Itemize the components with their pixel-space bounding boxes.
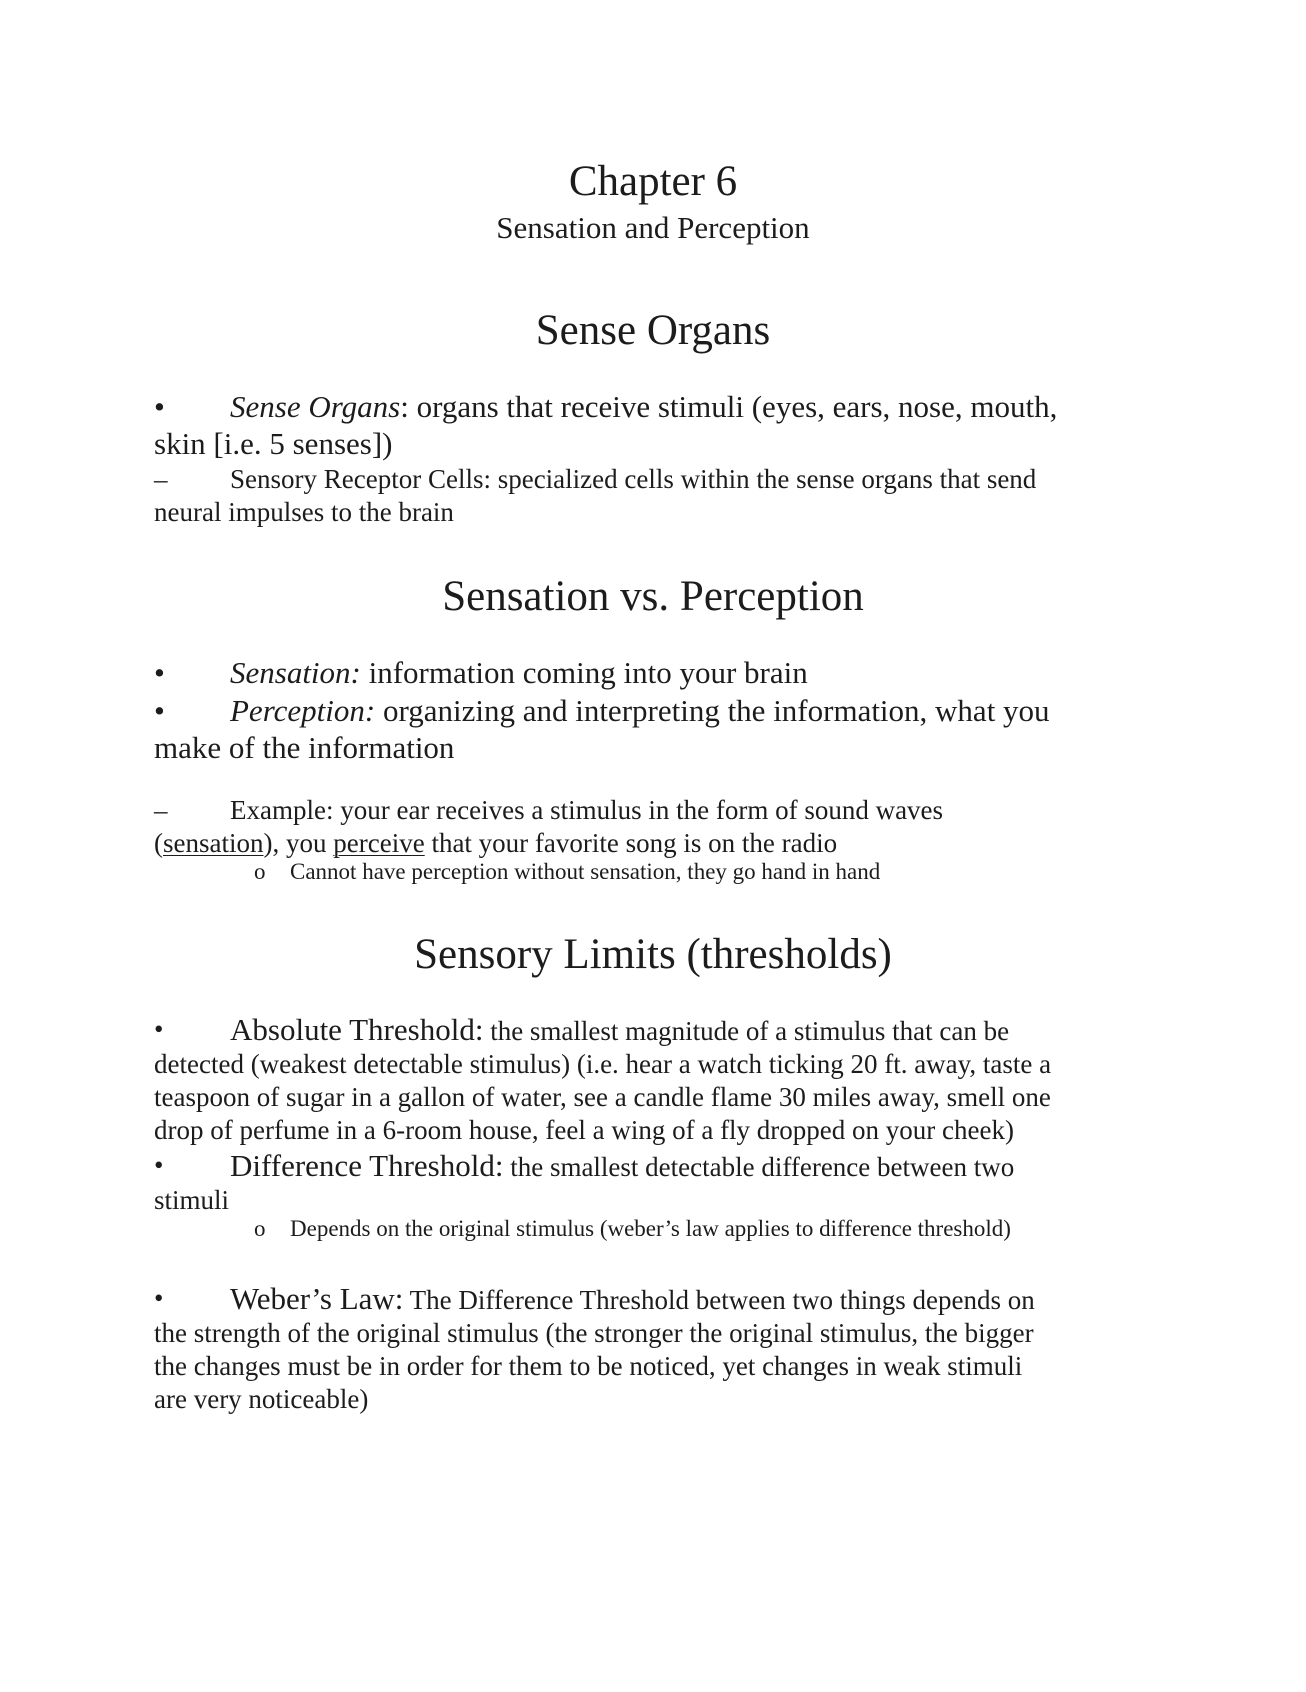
bullet-line (154, 692, 1154, 729)
section-heading-sensory-limits: Sensory Limits (thresholds) (414, 931, 892, 978)
bullet-line: detected (weakest detectable stimulus) (i.e. hear a watch ticking 20 ft. away, taste a (154, 1049, 1052, 1079)
dash-line: neural impulses to the brain (154, 497, 454, 527)
bullet-line (154, 388, 1154, 425)
bullet-marker: • (154, 389, 165, 424)
dash-line (154, 794, 1154, 827)
chapter-subtitle: Sensation and Perception (496, 210, 810, 245)
bullet-absolute-threshold (154, 1013, 1154, 1147)
circle-marker: o (254, 859, 266, 884)
bullet-marker: • (154, 1014, 164, 1044)
bullet-difference-threshold (154, 1149, 1154, 1217)
term: Sensation: (230, 655, 361, 690)
bullet-line: skin [i.e. 5 senses]) (154, 426, 393, 461)
bullet-marker: • (154, 1283, 164, 1313)
underlined-word-sensation: sensation (163, 828, 264, 858)
sub-bullet-text: Depends on the original stimulus (weber’s law applies to difference threshold) (290, 1216, 1011, 1241)
bullet-line: drop of perfume in a 6-room house, feel a wing of a fly dropped on your cheek) (154, 1115, 1014, 1145)
bullet-webers-law (154, 1282, 1154, 1416)
bullet-line (154, 1013, 1154, 1048)
bullet-line: make of the information (154, 730, 455, 765)
definition-text: the smallest magnitude of a stimulus that can be (483, 1016, 1010, 1046)
bullet-line: stimuli (154, 1185, 230, 1215)
section-heading-sense-organs: Sense Organs (535, 307, 771, 354)
term: Absolute Threshold: (230, 1012, 484, 1047)
bullet-perception (154, 692, 1154, 766)
term: Perception: (230, 693, 376, 728)
bullet-line: the changes must be in order for them to be noticed, yet changes in weak stimuli (154, 1351, 1023, 1381)
dash-line (154, 827, 1154, 860)
term: Difference Threshold: (230, 1148, 504, 1183)
definition-text: the smallest detectable difference between two (503, 1152, 1015, 1182)
dash-sensory-receptor-cells (154, 463, 1154, 529)
bullet-marker: • (154, 1150, 164, 1180)
dash-line (154, 463, 1154, 496)
bullet-line (154, 1282, 1154, 1317)
dash-text: Sensory Receptor Cells: specialized cells within the sense organs that send (230, 464, 1037, 494)
bullet-sense-organs (154, 388, 1154, 462)
dash-example (154, 794, 1154, 860)
bullet-line (154, 654, 1154, 691)
definition-text: The Difference Threshold between two things depends on (403, 1285, 1035, 1315)
dash-marker: – (154, 795, 168, 825)
circle-marker: o (254, 1216, 266, 1241)
definition-text: information coming into your brain (360, 655, 808, 690)
bullet-line (154, 1149, 1154, 1184)
text-fragment: that your favorite song is on the radio (424, 828, 838, 858)
sub-bullet-text: Cannot have perception without sensation, they go hand in hand (290, 859, 881, 884)
bullet-line: the strength of the original stimulus (the stronger the original stimulus, the bigger (154, 1318, 1034, 1348)
section-heading-sensation-vs-perception: Sensation vs. Perception (442, 573, 864, 620)
bullet-line: are very noticeable) (154, 1384, 369, 1414)
text-fragment: ( (154, 828, 163, 858)
bullet-sensation (154, 654, 1154, 691)
term: Weber’s Law: (230, 1281, 404, 1316)
bullet-marker: • (154, 655, 165, 690)
dash-text: Example: your ear receives a stimulus in the form of sound waves (230, 795, 944, 825)
definition-text: organizing and interpreting the information, what you (375, 693, 1050, 728)
underlined-word-perceive: perceive (333, 828, 425, 858)
dash-marker: – (154, 464, 168, 494)
definition-text: : organs that receive stimuli (eyes, ears, nose, mouth, (400, 389, 1058, 424)
bullet-line: teaspoon of sugar in a gallon of water, see a candle flame 30 miles away, smell one (154, 1082, 1051, 1112)
bullet-marker: • (154, 693, 165, 728)
text-fragment: ), you (263, 828, 334, 858)
chapter-title: Chapter 6 (568, 158, 738, 205)
term: Sense Organs (230, 389, 401, 424)
